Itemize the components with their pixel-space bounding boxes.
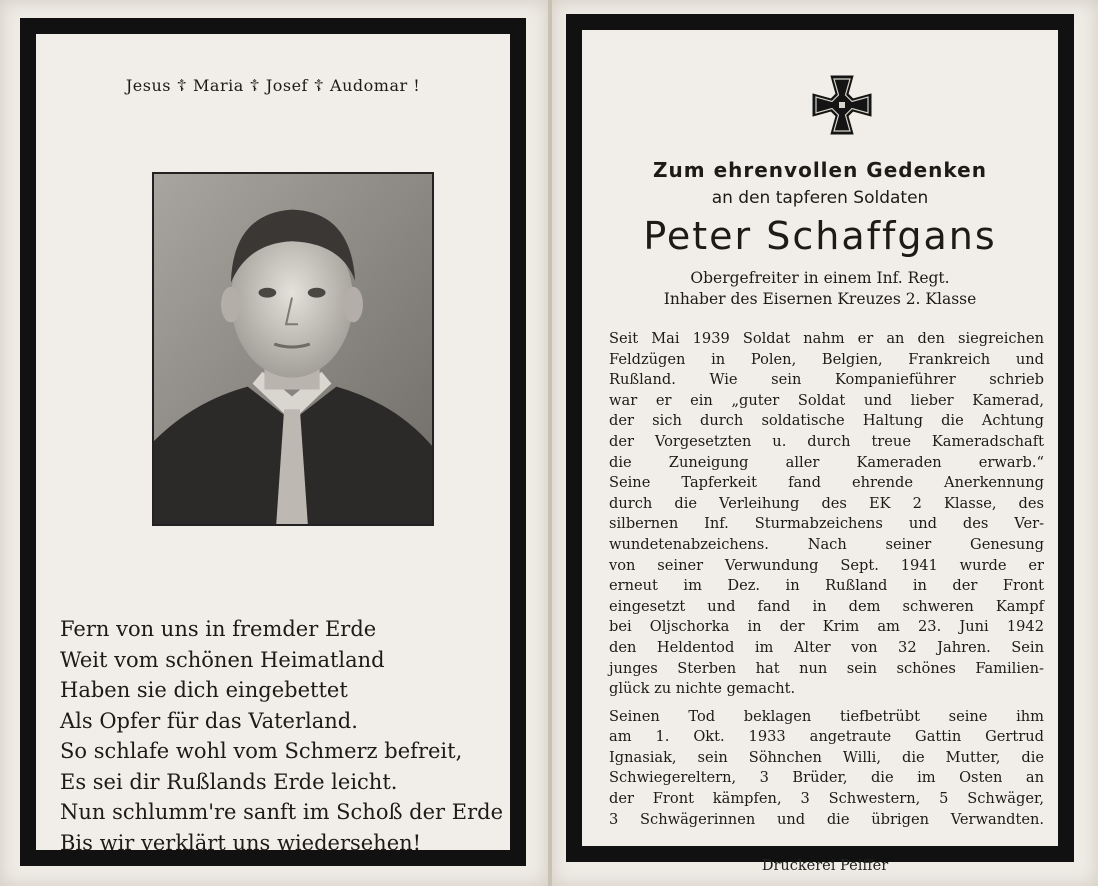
poem-line: So schlafe wohl vom Schmerz befreit, [60, 739, 463, 763]
bio-line: silbernen Inf. Sturmabzeichens und des Ver- [609, 515, 1044, 533]
poem-line: Weit vom schönen Heimatland [60, 647, 385, 672]
bio-line: der Vorgesetzten u. durch treue Kameradschaft [609, 432, 1044, 450]
rank-line: Obergefreiter in einem Inf. Regt. [690, 269, 950, 287]
bio-line: Seine Tapferkeit fand ehrende Anerkennung [609, 474, 1044, 492]
bio-line: bei Oljschorka in der Krim am 23. Juni 1942 [609, 618, 1044, 636]
mourners-paragraph [609, 707, 1044, 831]
portrait-photo [152, 172, 434, 526]
bio-line: am 1. Okt. 1933 angetraute Gattin Gertrud [609, 728, 1044, 746]
bio-line: Ignasiak, sein Söhnchen Willi, die Mutter, die [609, 748, 1044, 766]
bio-line: glück zu nichte gemacht. [609, 680, 796, 698]
bio-line: die Zuneigung aller Kameraden erwarb.“ [609, 453, 1044, 471]
bio-line: erneut im Dez. in Rußland in der Front [609, 577, 1044, 595]
poem [60, 614, 503, 858]
poem-line: Es sei dir Rußlands Erde leicht. [60, 769, 398, 794]
poem-line: Bis wir verklärt uns wiedersehen! [60, 830, 422, 855]
bio-line: Schwiegereltern, 3 Brüder, die im Osten an [609, 769, 1044, 787]
mourning-border-right [566, 14, 1074, 862]
bio-line: Seit Mai 1939 Soldat nahm er an den siegreichen [609, 330, 1044, 347]
bio-line: durch die Verleihung des EK 2 Klasse, des [609, 494, 1044, 512]
bio-line: war er ein „guter Soldat und lieber Kamerad, [609, 391, 1044, 409]
bio-line: 3 Schwägerinnen und die übrigen Verwandten. [609, 810, 1044, 828]
right-card [552, 0, 1098, 886]
poem-line: Nun schlumm're sanft im Schoß der Erde [60, 800, 503, 824]
bio-line: Rußland. Wie sein Kompanieführer schrieb [609, 371, 1044, 389]
poem-line: Haben sie dich eingebettet [60, 678, 348, 702]
poem-line: Fern von uns in fremder Erde [60, 617, 377, 641]
bio-line: Feldzügen in Polen, Belgien, Frankreich und [609, 350, 1044, 368]
bio-line: von seiner Verwundung Sept. 1941 wurde er [609, 556, 1044, 574]
invocation-line: Jesus ☦ Maria ☦ Josef ☦ Audomar ! [125, 76, 421, 95]
bio-line: den Heldentod im Alter von 32 Jahren. Sein [609, 638, 1044, 656]
biography-paragraph [609, 329, 1044, 700]
bio-line: junges Sterben hat nun sein schönes Familien- [609, 659, 1044, 677]
bio-line: der Front kämpfen, 3 Schwestern, 5 Schwäger, [609, 790, 1044, 808]
bio-line: wundetenabzeichens. Nach seiner Genesung [609, 535, 1044, 553]
biography [609, 329, 1044, 837]
bio-line: der sich durch soldatische Haltung die Achtung [609, 412, 1044, 430]
memorial-heading: Zum ehrenvollen Gedenken [653, 158, 987, 182]
mourning-border-left [20, 18, 526, 866]
bio-line: Seinen Tod beklagen tiefbetrübt seine ihm [609, 707, 1044, 725]
left-card [0, 0, 548, 886]
iron-cross-icon [811, 74, 873, 136]
poem-line: Als Opfer für das Vaterland. [60, 708, 358, 733]
rank-block [582, 268, 1058, 310]
printer-imprint: Druckerei Peiffer [761, 858, 889, 874]
memorial-subheading: an den tapferen Soldaten [711, 188, 929, 208]
soldier-name: Peter Schaffgans [643, 214, 997, 258]
bio-line: eingesetzt und fand in dem schweren Kampf [609, 597, 1044, 615]
decoration-line: Inhaber des Eisernen Kreuzes 2. Klasse [663, 290, 977, 308]
